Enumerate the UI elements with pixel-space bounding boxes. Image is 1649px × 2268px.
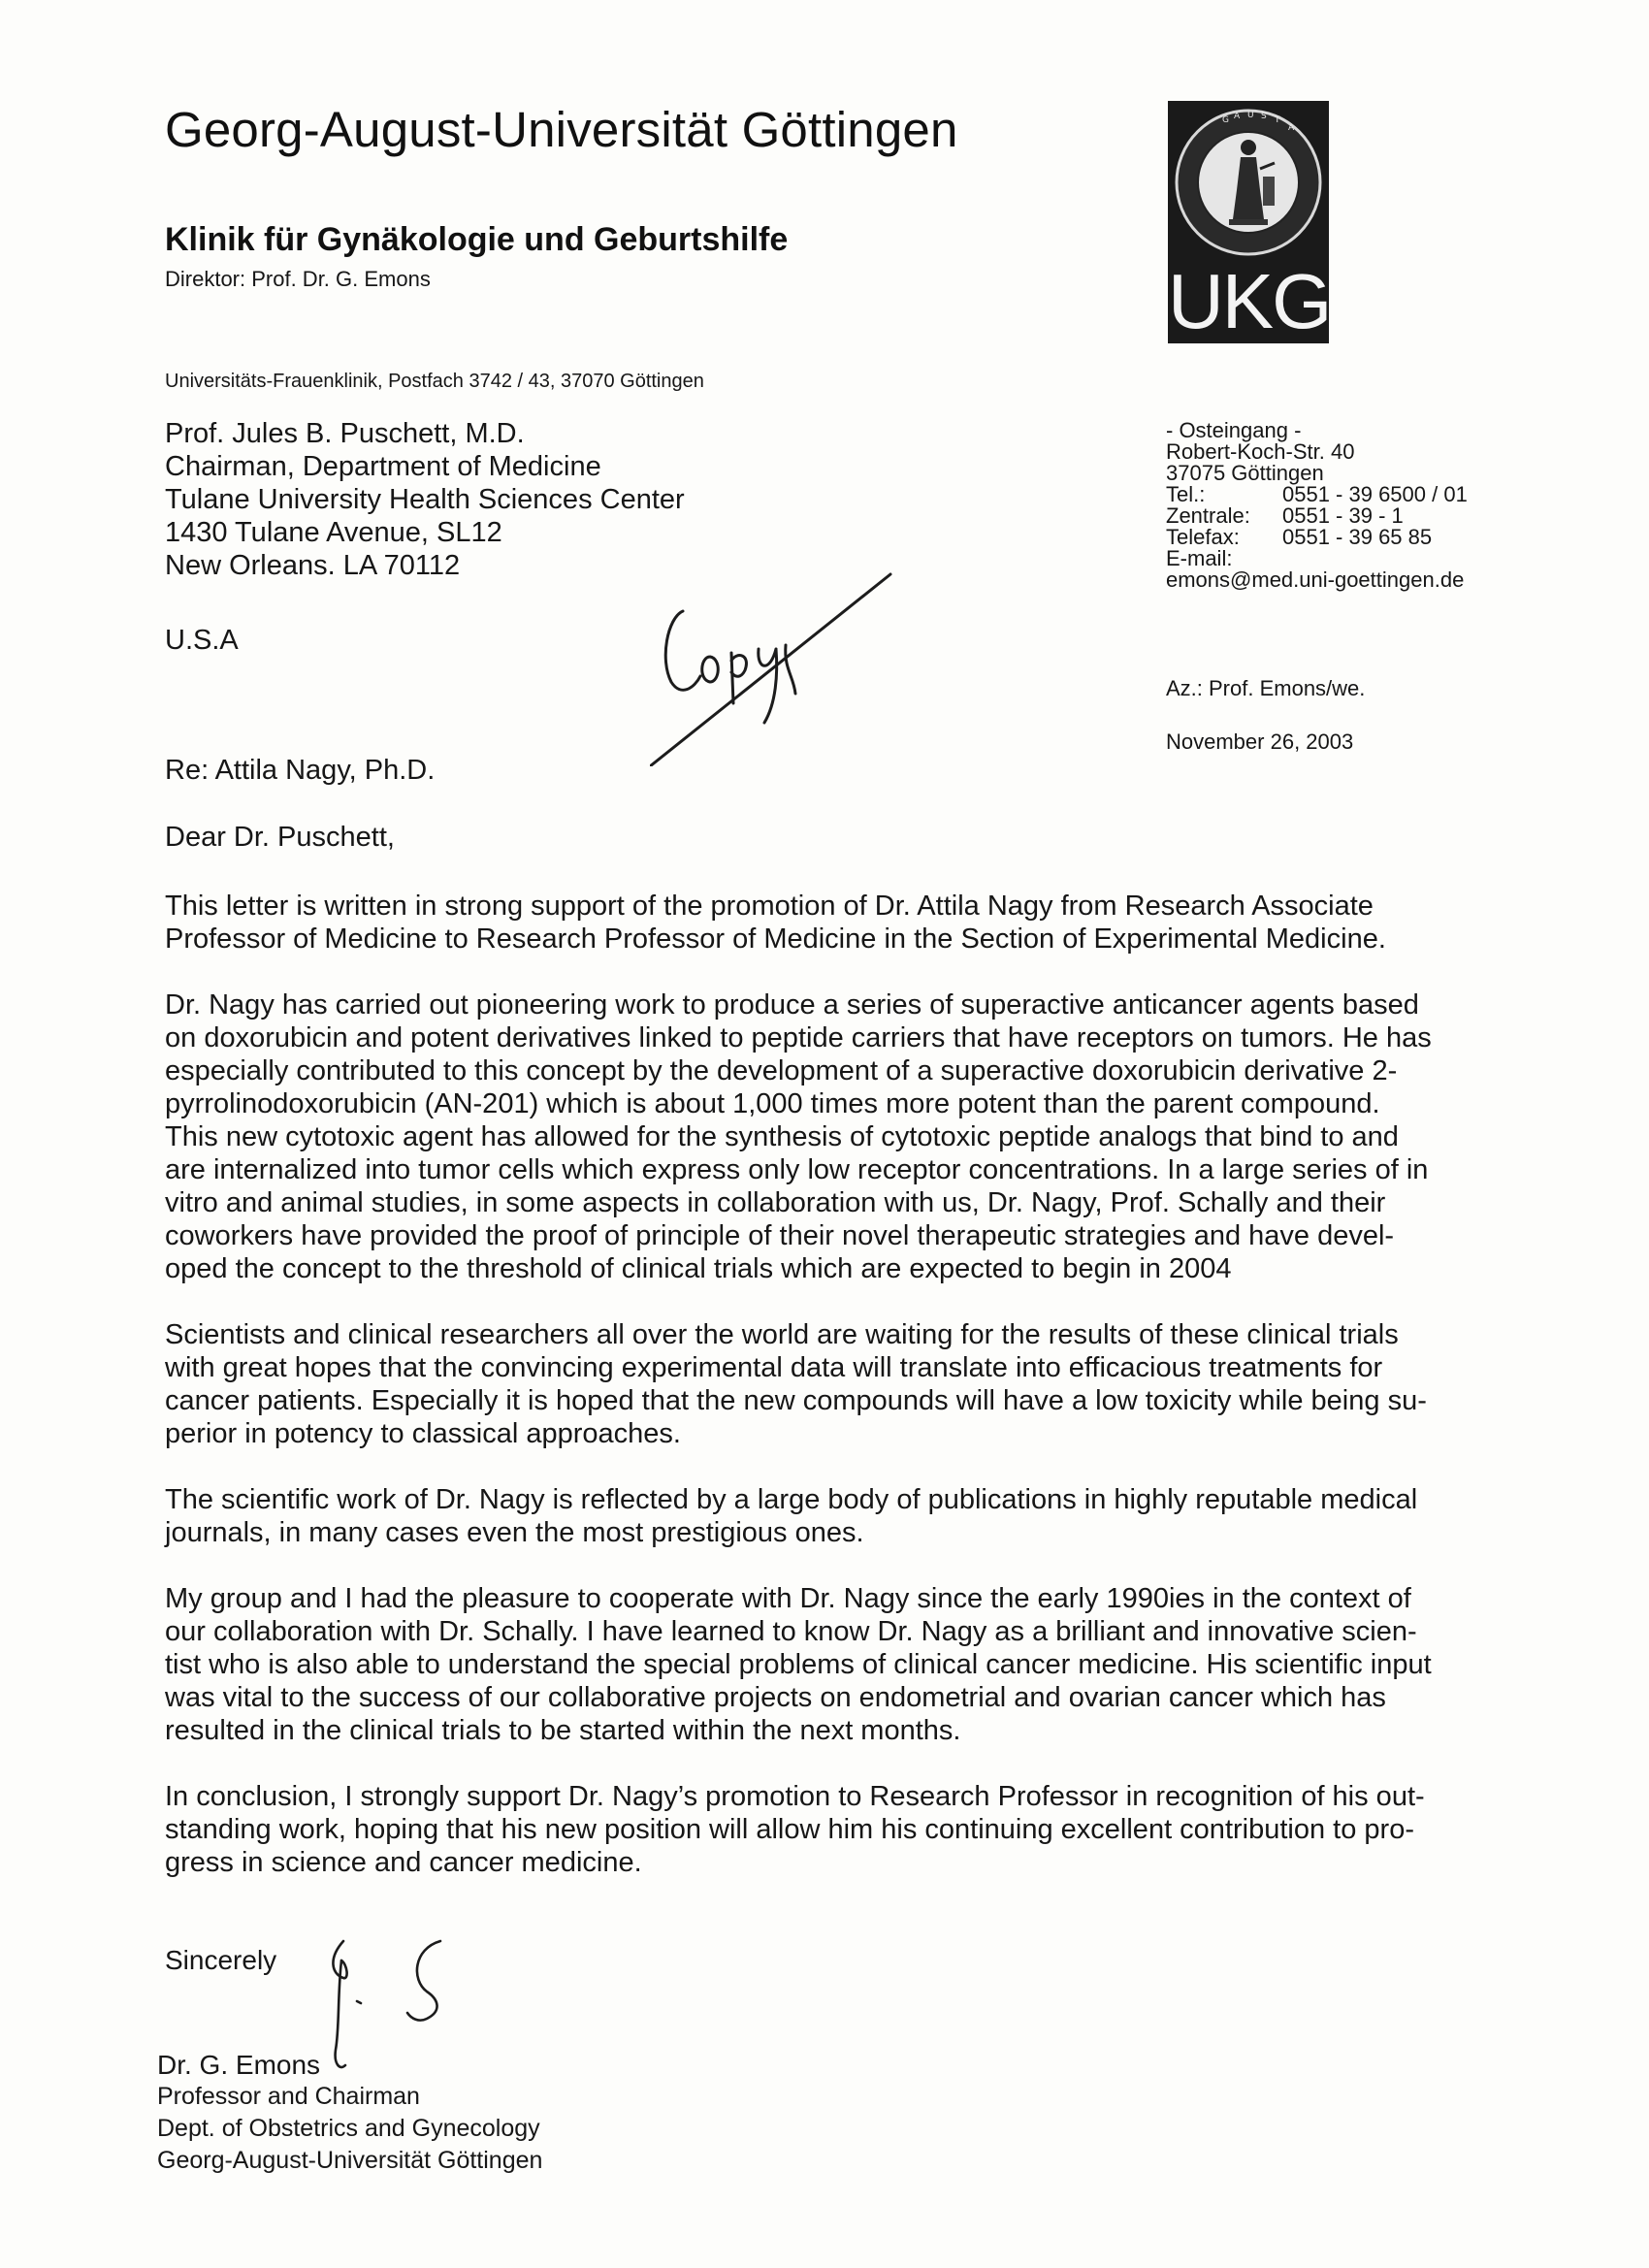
paragraph-line: The scientific work of Dr. Nagy is reflected by a large body of publications in highly reputable medical xyxy=(165,1484,1418,1515)
reference-line: Az.: Prof. Emons/we. xyxy=(1166,676,1366,700)
letter-date: November 26, 2003 xyxy=(1166,729,1354,754)
paragraph-line: Dr. Nagy has carried out pioneering work to produce a series of superactive anticancer agents based xyxy=(165,989,1419,1021)
recipient-institution: Tulane University Health Sciences Center xyxy=(165,484,685,515)
paragraph xyxy=(165,890,1499,956)
paragraph xyxy=(165,1780,1499,1879)
contact-block xyxy=(1166,420,1468,591)
paragraph-line: our collaboration with Dr. Schally. I have learned to know Dr. Nagy as a brilliant and innovative scien- xyxy=(165,1616,1417,1647)
signer-block xyxy=(157,2049,542,2177)
letter-body xyxy=(165,890,1499,1912)
paragraph-line: cancer patients. Especially it is hoped that the new compounds will have a low toxicity while being su- xyxy=(165,1385,1427,1416)
paragraph-line: In conclusion, I strongly support Dr. Nagy’s promotion to Research Professor in recognition of his out- xyxy=(165,1781,1425,1812)
paragraph xyxy=(165,988,1499,1285)
recipient-title: Chairman, Department of Medicine xyxy=(165,451,601,482)
recipient-street: 1430 Tulane Avenue, SL12 xyxy=(165,517,502,548)
fax-line xyxy=(1166,527,1468,548)
paragraph-line: Professor of Medicine to Research Professor of Medicine in the Section of Experimental Medicine. xyxy=(165,923,1386,955)
svg-text:U: U xyxy=(1247,111,1254,120)
logo-text: UKG xyxy=(1168,258,1331,344)
paragraph-line: are internalized into tumor cells which express only low receptor concentrations. In a large series of in xyxy=(165,1154,1429,1185)
paragraph-line: perior in potency to classical approaches. xyxy=(165,1418,681,1449)
svg-text:G: G xyxy=(1222,115,1229,125)
signer-department: Dept. of Obstetrics and Gynecology xyxy=(157,2115,540,2142)
paragraph-line: pyrrolinodoxorubicin (AN-201) which is about 1,000 times more potent than the parent compound. xyxy=(165,1088,1380,1119)
ukg-logo xyxy=(1168,101,1329,343)
entrance-line: - Osteingang - xyxy=(1166,418,1302,442)
paragraph-line: tist who is also able to understand the special problems of clinical cancer medicine. His scientific input xyxy=(165,1649,1432,1680)
switchboard-line xyxy=(1166,505,1468,527)
phone-line xyxy=(1166,484,1468,505)
svg-text:A: A xyxy=(1234,112,1241,121)
email-address: emons@med.uni-goettingen.de xyxy=(1166,567,1465,592)
subject-line: Re: Attila Nagy, Ph.D. xyxy=(165,755,436,786)
paragraph-line: coworkers have provided the proof of principle of their novel therapeutic strategies and have devel- xyxy=(165,1220,1395,1251)
seal-icon xyxy=(1168,101,1329,264)
university-name: Georg-August-Universität Göttingen xyxy=(165,102,958,157)
phone-label: Tel.: xyxy=(1166,482,1206,506)
recipient-country: U.S.A xyxy=(165,625,239,656)
paragraph-line: journals, in many cases even the most prestigious ones. xyxy=(165,1517,864,1548)
paragraph-line: resulted in the clinical trials to be started within the next months. xyxy=(165,1715,961,1746)
paragraph-line: was vital to the success of our collaborative projects on endometrial and ovarian cancer which has xyxy=(165,1682,1386,1713)
fax-value: 0551 - 39 65 85 xyxy=(1282,525,1433,549)
paragraph-line: This letter is written in strong support of the promotion of Dr. Attila Nagy from Research Associate xyxy=(165,891,1374,922)
email-label: E-mail: xyxy=(1166,546,1233,570)
closing: Sincerely xyxy=(165,1945,277,1975)
paragraph-line: especially contributed to this concept by the development of a superactive doxorubicin derivative 2- xyxy=(165,1055,1398,1086)
svg-text:S: S xyxy=(1261,112,1267,121)
svg-text:A: A xyxy=(1288,123,1295,133)
postal-address-line: Universitäts-Frauenklinik, Postfach 3742 / 43, 37070 Göttingen xyxy=(165,371,704,392)
paragraph-line: gress in science and cancer medicine. xyxy=(165,1847,642,1878)
paragraph xyxy=(165,1582,1499,1747)
signer-name: Dr. G. Emons xyxy=(157,2050,321,2080)
signer-title: Professor and Chairman xyxy=(157,2083,420,2110)
director-line: Direktor: Prof. Dr. G. Emons xyxy=(165,267,431,291)
fax-label: Telefax: xyxy=(1166,525,1240,549)
signer-institution: Georg-August-Universität Göttingen xyxy=(157,2147,543,2174)
paragraph-line: oped the concept to the threshold of clinical trials which are expected to begin in 2004 xyxy=(165,1253,1232,1284)
recipient-city: New Orleans. LA 70112 xyxy=(165,550,461,581)
clinic-name: Klinik für Gynäkologie und Geburtshilfe xyxy=(165,221,789,258)
street-line: Robert-Koch-Str. 40 xyxy=(1166,439,1355,464)
recipient-address xyxy=(165,417,685,582)
salutation: Dear Dr. Puschett, xyxy=(165,822,395,853)
paragraph-line: on doxorubicin and potent derivatives linked to peptide carriers that have receptors on tumors. He has xyxy=(165,1022,1432,1053)
svg-text:T: T xyxy=(1275,115,1280,125)
paragraph-line: My group and I had the pleasure to cooperate with Dr. Nagy since the early 1990ies in the context of xyxy=(165,1583,1411,1614)
paragraph-line: Scientists and clinical researchers all over the world are waiting for the results of these clinical trials xyxy=(165,1319,1399,1350)
paragraph-line: This new cytotoxic agent has allowed for the synthesis of cytotoxic peptide analogs that bind to and xyxy=(165,1121,1399,1152)
copy-stamp xyxy=(650,567,892,766)
paragraph-line: with great hopes that the convincing experimental data will translate into efficacious treatments for xyxy=(165,1352,1383,1383)
paragraph xyxy=(165,1483,1499,1549)
paragraph xyxy=(165,1318,1499,1450)
switchboard-value: 0551 - 39 - 1 xyxy=(1282,503,1404,528)
city-line: 37075 Göttingen xyxy=(1166,461,1324,485)
phone-value: 0551 - 39 6500 / 01 xyxy=(1282,482,1468,506)
switchboard-label: Zentrale: xyxy=(1166,503,1250,528)
paragraph-line: standing work, hoping that his new position will allow him his continuing excellent contribution to pro- xyxy=(165,1814,1414,1845)
recipient-name: Prof. Jules B. Puschett, M.D. xyxy=(165,418,525,449)
paragraph-line: vitro and animal studies, in some aspects in collaboration with us, Dr. Nagy, Prof. Schally and their xyxy=(165,1187,1386,1218)
